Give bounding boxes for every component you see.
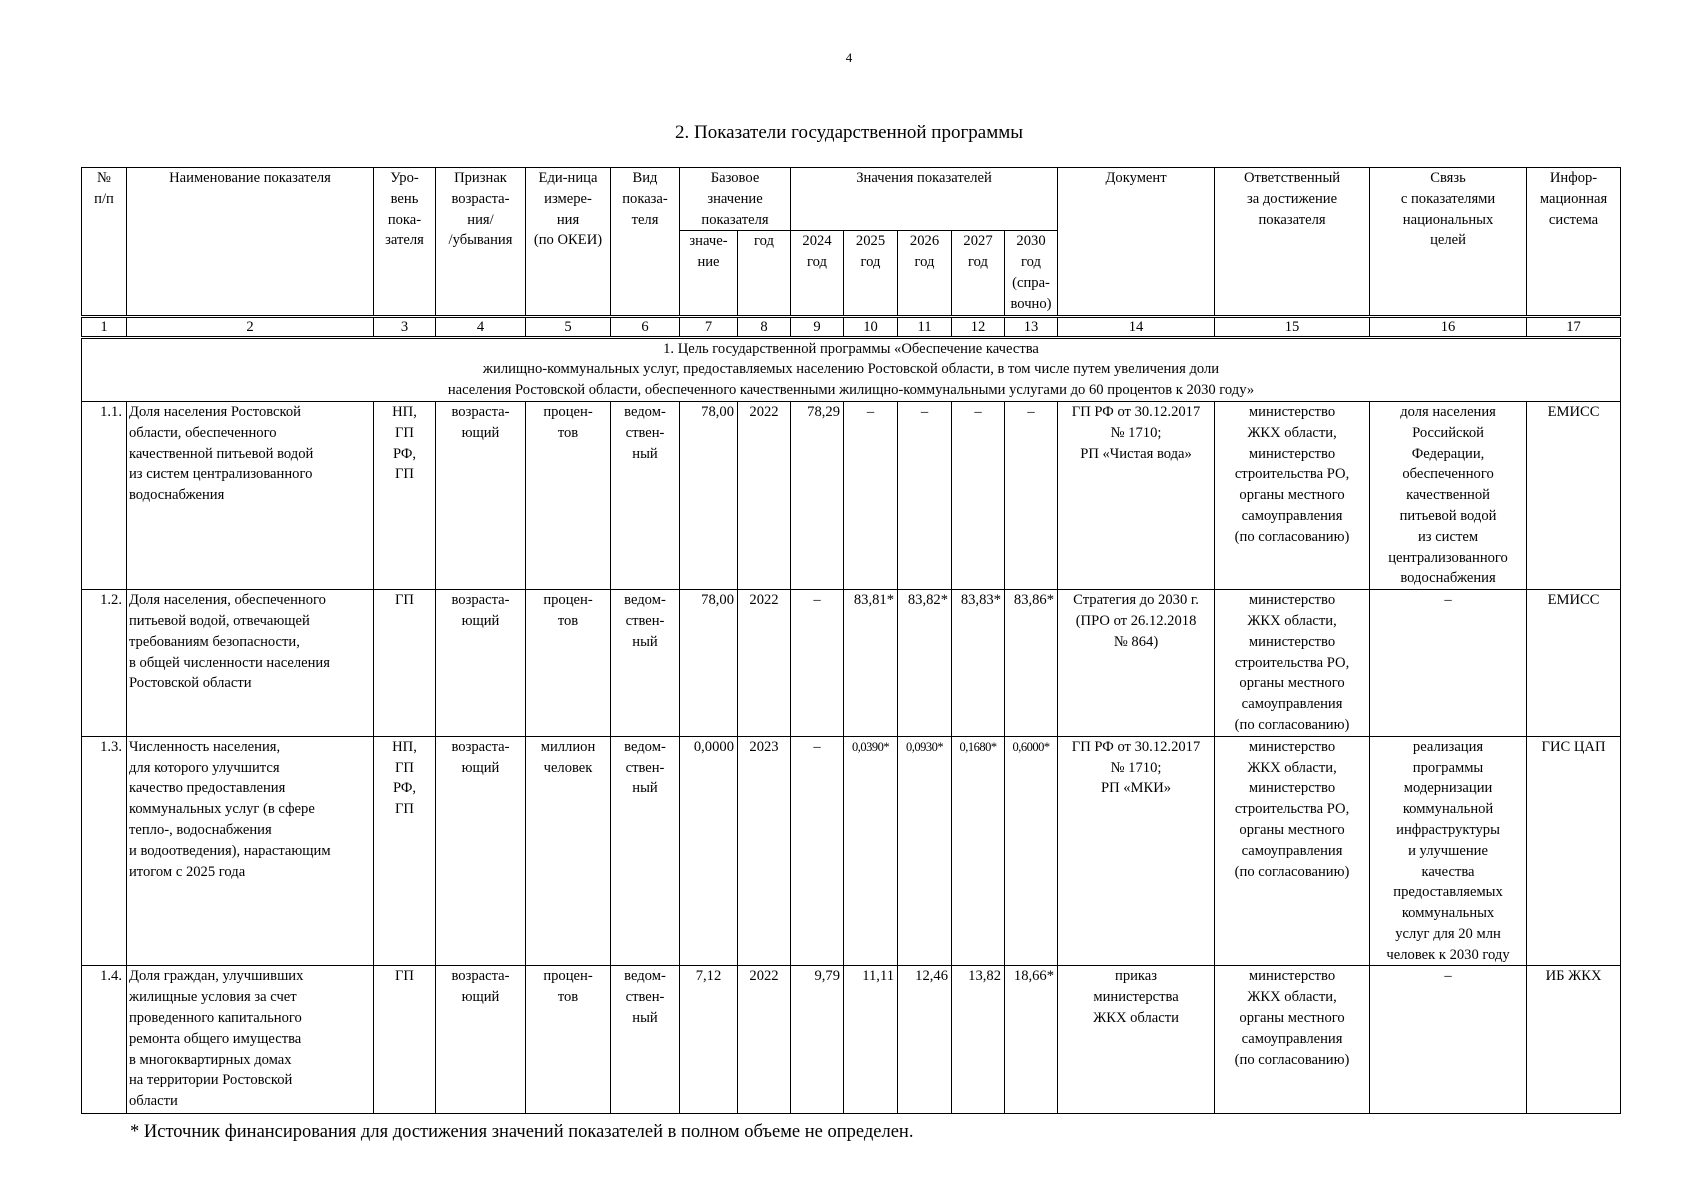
row-unit: процен- тов (526, 966, 611, 1114)
row-value-2030: – (1005, 401, 1058, 589)
header-2025: 2025 год (844, 231, 898, 316)
row-responsible: министерство ЖКХ области, министерство строительства РО, органы местного самоуправления (по согласованию) (1215, 401, 1370, 589)
row-responsible: министерство ЖКХ области, министерство строительства РО, органы местного самоуправления (по согласованию) (1215, 590, 1370, 737)
row-responsible: министерство ЖКХ области, органы местного самоуправления (по согласованию) (1215, 966, 1370, 1114)
row-system: ЕМИСС (1527, 590, 1621, 737)
goal-row (82, 337, 1621, 401)
row-value-2024: 9,79 (791, 966, 844, 1114)
row-level: НП, ГП РФ, ГП (374, 401, 436, 589)
row-name: Численность населения, для которого улучшится качество предоставления коммунальных услуг (в сфере тепло-, водоснабжения и водоотведения), нарастающим итогом с 2025 года (127, 736, 374, 966)
row-value-2024: – (791, 590, 844, 737)
row-num: 1.1. (82, 401, 127, 589)
col-number: 1 (82, 316, 127, 337)
header-base-value: значе- ние (680, 231, 738, 316)
row-value-2027: 13,82 (952, 966, 1005, 1114)
row-value-2026: 83,82* (898, 590, 952, 737)
col-number: 3 (374, 316, 436, 337)
row-level: ГП (374, 966, 436, 1114)
row-system: ИБ ЖКХ (1527, 966, 1621, 1114)
row-trend: возраста- ющий (436, 966, 526, 1114)
row-trend: возраста- ющий (436, 401, 526, 589)
row-type: ведом- ствен- ный (611, 590, 680, 737)
header-trend: Признак возраста- ния/ /убывания (436, 168, 526, 317)
row-num: 1.3. (82, 736, 127, 966)
row-value-2025: 0,0390* (844, 736, 898, 966)
header-level: Уро- вень пока- зателя (374, 168, 436, 317)
row-system: ЕМИСС (1527, 401, 1621, 589)
col-number: 17 (1527, 316, 1621, 337)
table-row (82, 401, 1621, 589)
header-values: Значения показателей (791, 168, 1058, 231)
col-number: 8 (738, 316, 791, 337)
row-type: ведом- ствен- ный (611, 736, 680, 966)
column-numbers-row (82, 316, 1621, 337)
header-2024: 2024 год (791, 231, 844, 316)
row-value-2027: 83,83* (952, 590, 1005, 737)
header-unit: Еди-ница измере- ния (по ОКЕИ) (526, 168, 611, 317)
row-name: Доля населения, обеспеченного питьевой водой, отвечающей требованиям безопасности, в общей численности населения Ростовской области (127, 590, 374, 737)
footnote: * Источник финансирования для достижения значений показателей в полном объеме не определен. (130, 1122, 914, 1142)
row-value-2024: 78,29 (791, 401, 844, 589)
row-base-year: 2023 (738, 736, 791, 966)
row-document: приказ министерства ЖКХ области (1058, 966, 1215, 1114)
header-num: № п/п (82, 168, 127, 317)
col-number: 14 (1058, 316, 1215, 337)
row-document: Стратегия до 2030 г. (ПРО от 26.12.2018 № 864) (1058, 590, 1215, 737)
row-value-2026: 12,46 (898, 966, 952, 1114)
row-name: Доля граждан, улучшивших жилищные условия за счет проведенного капитального ремонта общего имущества в многоквартирных домах на территории Ростовской области (127, 966, 374, 1114)
row-value-2025: 11,11 (844, 966, 898, 1114)
row-value-2024: – (791, 736, 844, 966)
col-number: 11 (898, 316, 952, 337)
col-number: 16 (1370, 316, 1527, 337)
col-number: 12 (952, 316, 1005, 337)
row-base-value: 7,12 (680, 966, 738, 1114)
row-value-2025: 83,81* (844, 590, 898, 737)
row-base-value: 78,00 (680, 590, 738, 737)
row-link: доля населения Российской Федерации, обеспеченного качественной питьевой водой из систем централизованного водоснабжения (1370, 401, 1527, 589)
header-2026: 2026 год (898, 231, 952, 316)
row-base-value: 0,0000 (680, 736, 738, 966)
row-link: – (1370, 590, 1527, 737)
row-unit: процен- тов (526, 590, 611, 737)
table-row (82, 966, 1621, 1114)
row-trend: возраста- ющий (436, 590, 526, 737)
header-link: Связь с показателями национальных целей (1370, 168, 1527, 317)
row-type: ведом- ствен- ный (611, 966, 680, 1114)
col-number: 2 (127, 316, 374, 337)
row-base-value: 78,00 (680, 401, 738, 589)
row-name: Доля населения Ростовской области, обеспеченного качественной питьевой водой из систем централизованного водоснабжения (127, 401, 374, 589)
row-document: ГП РФ от 30.12.2017 № 1710; РП «Чистая вода» (1058, 401, 1215, 589)
row-level: НП, ГП РФ, ГП (374, 736, 436, 966)
col-number: 6 (611, 316, 680, 337)
row-link: реализация программы модернизации коммунальной инфраструктуры и улучшение качества предоставляемых коммунальных услуг для 20 млн человек к 2030 году (1370, 736, 1527, 966)
col-number: 7 (680, 316, 738, 337)
row-num: 1.4. (82, 966, 127, 1114)
indicators-table (81, 167, 1621, 1114)
row-responsible: министерство ЖКХ области, министерство строительства РО, органы местного самоуправления (по согласованию) (1215, 736, 1370, 966)
col-number: 9 (791, 316, 844, 337)
row-value-2025: – (844, 401, 898, 589)
row-level: ГП (374, 590, 436, 737)
row-unit: миллион человек (526, 736, 611, 966)
header-system: Инфор- мационная система (1527, 168, 1621, 317)
row-num: 1.2. (82, 590, 127, 737)
page-number: 4 (845, 50, 853, 65)
row-value-2026: 0,0930* (898, 736, 952, 966)
header-2030: 2030 год (спра- вочно) (1005, 231, 1058, 316)
header-base: Базовое значение показателя (680, 168, 791, 231)
col-number: 4 (436, 316, 526, 337)
header-row-1 (82, 168, 1621, 231)
row-value-2030: 18,66* (1005, 966, 1058, 1114)
col-number: 10 (844, 316, 898, 337)
header-type: Вид показа- теля (611, 168, 680, 317)
table-row (82, 590, 1621, 737)
header-base-year: год (738, 231, 791, 316)
header-name: Наименование показателя (127, 168, 374, 317)
row-base-year: 2022 (738, 966, 791, 1114)
col-number: 13 (1005, 316, 1058, 337)
header-2027: 2027 год (952, 231, 1005, 316)
row-trend: возраста- ющий (436, 736, 526, 966)
header-responsible: Ответственный за достижение показателя (1215, 168, 1370, 317)
row-type: ведом- ствен- ный (611, 401, 680, 589)
table-row (82, 736, 1621, 966)
section-title: 2. Показатели государственной программы (674, 122, 1024, 143)
row-value-2026: – (898, 401, 952, 589)
row-unit: процен- тов (526, 401, 611, 589)
row-value-2030: 0,6000* (1005, 736, 1058, 966)
row-system: ГИС ЦАП (1527, 736, 1621, 966)
col-number: 5 (526, 316, 611, 337)
col-number: 15 (1215, 316, 1370, 337)
row-value-2027: – (952, 401, 1005, 589)
goal-text: 1. Цель государственной программы «Обеспечение качества жилищно-коммунальных услуг, предоставляемых населению Ростовской области, в том числе путем увеличения доли населения Ростовской области, обеспеченного качественными жилищно-коммунальными услугами до 60 процентов к 2030 году» (82, 337, 1621, 401)
header-document: Документ (1058, 168, 1215, 317)
row-document: ГП РФ от 30.12.2017 № 1710; РП «МКИ» (1058, 736, 1215, 966)
row-base-year: 2022 (738, 590, 791, 737)
row-base-year: 2022 (738, 401, 791, 589)
row-value-2027: 0,1680* (952, 736, 1005, 966)
row-value-2030: 83,86* (1005, 590, 1058, 737)
row-link: – (1370, 966, 1527, 1114)
